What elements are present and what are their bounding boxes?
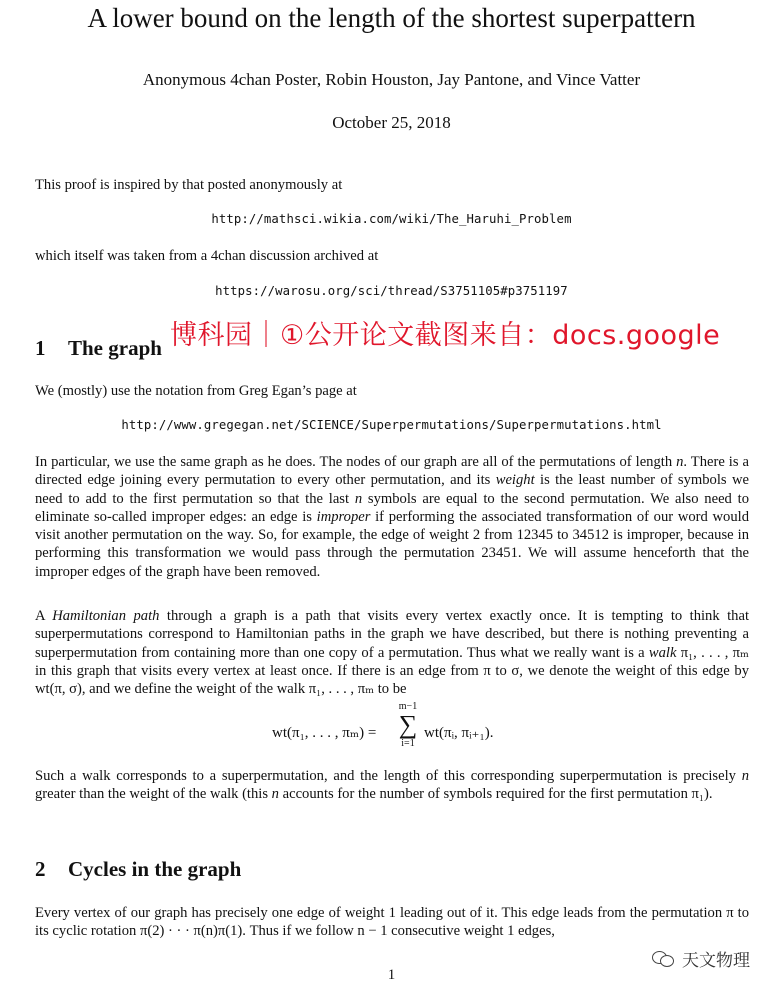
- section-2-number: 2: [35, 857, 46, 881]
- section-2-paragraph-1: Every vertex of our graph has precisely one edge of weight 1 leading out of it. This edge leads from the permutation π to its cyclic rotation π(2) · · · π(n)π(1). Thus if we follow n − 1 consecutive weight 1 edges,: [35, 905, 749, 940]
- section-1-paragraph-4: Such a walk corresponds to a superpermutation, and the length of this corresponding superpermutation is precisely n greater than the weight of the walk (this n accounts for the number of symbols required for the first permutation π₁).: [35, 768, 749, 803]
- paper-authors: Anonymous 4chan Poster, Robin Houston, Jay Pantone, and Vince Vatter: [142, 70, 641, 89]
- equation-rhs: wt(πᵢ, πᵢ₊₁).: [424, 725, 494, 741]
- paper-title: A lower bound on the length of the shortest superpattern: [87, 3, 696, 33]
- section-1-url[interactable]: http://www.gregegan.net/SCIENCE/Superpermutations/Superpermutations.html: [121, 418, 662, 432]
- section-1-heading: [35, 336, 162, 361]
- page-number: 1: [387, 967, 396, 983]
- section-1-title: The graph: [68, 336, 162, 360]
- summation-lower-limit: i=1: [401, 738, 415, 749]
- intro-paragraph-2: which itself was taken from a 4chan discussion archived at: [35, 248, 379, 264]
- summation-upper-limit: m−1: [398, 701, 418, 712]
- wechat-icon: [652, 950, 676, 968]
- intro-url-2[interactable]: https://warosu.org/sci/thread/S3751105#p3751197: [215, 284, 568, 298]
- section-2-title: Cycles in the graph: [68, 857, 242, 881]
- intro-paragraph-1: This proof is inspired by that posted anonymously at: [35, 177, 343, 193]
- wechat-account-label: 天文物理: [682, 951, 750, 971]
- watermark-overlay: 博科园｜①公开论文截图来自：docs.google: [170, 320, 721, 351]
- section-1-paragraph-1: We (mostly) use the notation from Greg Egan’s page at: [35, 383, 357, 399]
- section-1-number: 1: [35, 336, 46, 360]
- paper-date: October 25, 2018: [332, 113, 451, 132]
- summation-symbol: ∑: [398, 710, 418, 739]
- equation-lhs: wt(π₁, . . . , πₘ) =: [272, 725, 377, 741]
- wechat-badge: [652, 946, 750, 971]
- section-1-paragraph-2: In particular, we use the same graph as he does. The nodes of our graph are all of the permutations of length n. There is a directed edge joining every permutation to every other permutation, and its weight is the least number of symbols we need to add to the first permutation so that the last n symbols are equal to the second permutation. We also need to eliminate so-called improper edges: an edge is improper if performing the associated transformation of our word would visit another permutation on the way. So, for example, the edge of weight 2 from 12345 to 34512 is improper, because in performing this transformation we would pass through the permutation 23451. We will assume henceforth that the improper edges of the graph have been removed.: [35, 454, 749, 580]
- section-1-paragraph-3: A Hamiltonian path through a graph is a path that visits every vertex exactly once. It is tempting to think that superpermutations correspond to Hamiltonian paths in the graph we have described, but there is nothing preventing a superpermutation from containing more than one copy of a permutation. Thus what we really want is a walk π₁, . . . , πₘ in this graph that visits every vertex at least once. If there is an edge from π to σ, we denote the weight of this edge by wt(π, σ), and we define the weight of the walk π₁, . . . , πₘ to be: [35, 608, 750, 698]
- intro-url-1[interactable]: http://mathsci.wikia.com/wiki/The_Haruhi_Problem: [211, 212, 572, 226]
- section-2-heading: [35, 857, 241, 882]
- summation: [395, 701, 421, 749]
